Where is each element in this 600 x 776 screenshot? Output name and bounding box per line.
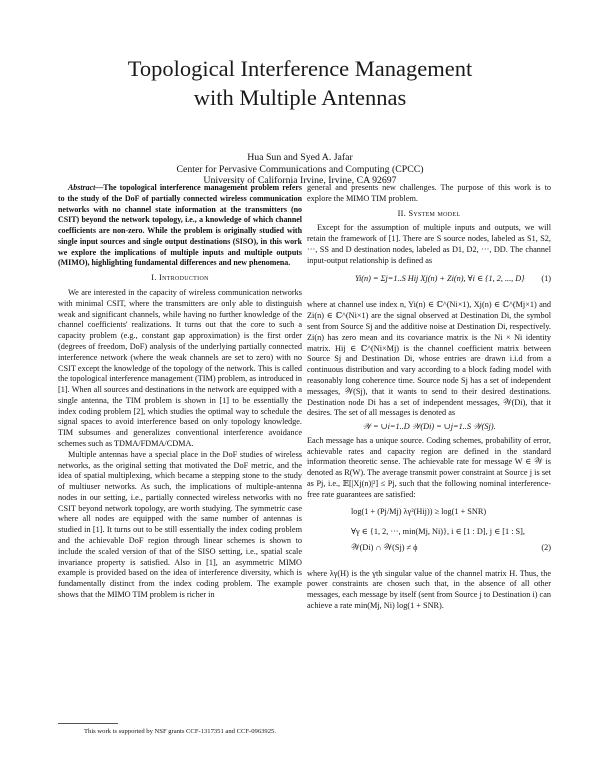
title-line-1: Topological Interference Management [127, 56, 473, 81]
equation-2-number: (2) [541, 542, 551, 552]
left-column [58, 183, 302, 601]
model-paragraph-2: where at channel use index n, Yi(n) ∈ ℂ^(Ni×1), Xj(n) ∈ ℂ^(Mj×1) and Zi(n) ∈ ℂ^(Ni×1) are the signal observed at Destination Di, the symbol sent from Source Sj and the additive noise at Destination Di, respectively. Zi(n) has zero mean and its covariance matrix is the Ni × Ni identity matrix. Hij ∈ ℂ^(Ni×Mj) is the channel coefficient matrix between Source Sj and Destination Di, whose entries are drawn i.i.d from a continuous distribution and vary according to a block fading model with reasonably long coherence time. Source node Sj has a set of independent messages, 𝒲(Sj), that it wants to send to their desired destinations. Destination node Di has a set of independent messages, 𝒲(Di), that it desires. The set of all messages is denoted as [307, 300, 551, 418]
intro-paragraph-1: We are interested in the capacity of wireless communication networks with minimal CSIT, where the transmitters are only able to distinguish weak and significant channels, while having no further knowledge of the channel coefficients' realizations. It turns out that the core to such a capacity problem (e.g., constant gap approximation) is the first order (degrees of freedom, DoF) analysis of the underlying partially connected interference network (where the weak channels are set to zero) with no CSIT except the knowledge of the topology of the network. This is called the topological interference management (TIM) problem, as introduced in [1]. When all sources and destinations in the network are equipped with a single antenna, the TIM problem is shown in [1] to be essentially the index coding problem [2], which studies the optimal way to schedule the signal spaces to avoid interference based on only topology knowledge. TIM subsumes and generalizes conventional interference avoidance schemes such as TDMA/FDMA/CDMA. [58, 288, 302, 448]
right-column [307, 183, 551, 612]
paper-title [0, 54, 600, 112]
right-continuation-paragraph: general and presents new challenges. The purpose of this work is to explore the MIMO TIM problem. [307, 183, 551, 203]
equation-2-line-3: 𝒲(Di) ∩ 𝒲(Sj) ≠ ϕ [351, 542, 418, 552]
section-heading-introduction: I. Introduction [151, 273, 209, 283]
message-set-equation: 𝒲 = ∪i=1..D 𝒲(Di) = ∪j=1..S 𝒲(Sj). [362, 422, 496, 432]
equation-2 [307, 505, 551, 565]
abstract-label: Abstract [68, 183, 96, 192]
equation-1-body: Yi(n) = Σj=1..S Hij Xj(n) + Zi(n), ∀i ∈ {1, 2, ..., D} [355, 274, 525, 284]
abstract [58, 183, 302, 269]
equation-1 [307, 270, 551, 296]
equation-2-line-2: ∀γ ∈ {1, 2, ···, min(Mj, Ni)}, i ∈ [1 : D], j ∈ [1 : S], [351, 526, 525, 536]
author-block [0, 152, 600, 187]
title-line-2: with Multiple Antennas [193, 85, 407, 110]
footnote-rule [58, 723, 118, 724]
footnote: This work is supported by NSF grants CCF-1317351 and CCF-0963925. [84, 728, 276, 735]
university: University of California Irvine, Irvine, CA 92697 [203, 175, 397, 186]
equation-2-line-1: log(1 + (Pj/Mj) λγ²(Hij)) ≥ log(1 + SNR) [351, 506, 487, 516]
affiliation: Center for Pervasive Communications and Computing (CPCC) [176, 163, 424, 175]
model-paragraph-3: Each message has a unique source. Coding schemes, probability of error, achievable rates and capacity region are defined in the standard information theoretic sense. The achievable rate for message W ∈ 𝒲 is denoted as R(W). The average transmit power constraint at Source j is set as Pj, i.e., 𝔼[|Xj(n)|²] ≤ Pj, such that the following nominal interference-free rate guarantees are satisfied: [307, 435, 551, 499]
model-paragraph-1: Except for the assumption of multiple inputs and outputs, we will retain the framework of [1]. There are S source nodes, labeled as S1, S2, ···, SS and D destination nodes, labeled as D1, D2, ···, DD. The channel input-output relationship is defined as [307, 223, 551, 265]
intro-paragraph-2: Multiple antennas have a special place in the DoF studies of wireless networks, as the original setting that motivated the DoF metric, and the idea of spatial multiplexing, which became a stepping stone to the study of multiuser networks. As such, the implications of multiple-antenna nodes in our setting, i.e., partially connected wireless networks with no CSIT beyond network topology, are worth studying. The symmetric case where all nodes are equipped with the same number of antennas is studied in [1]. It turns out to be still essentially the index coding problem and the achievable DoF region through linear schemes is shown to include the scaled version of that of the SISO setting, i.e., spatial scale invariance property is satisfied. Also in [1], an asymmetric MIMO example is provided based on the idea of interference diversity, which is fundamentally distinct from the index coding problem. The example shows that the MIMO TIM problem is richer in [58, 449, 302, 599]
section-heading-system-model: II. System model [397, 208, 461, 218]
author-names: Hua Sun and Syed A. Jafar [247, 152, 353, 163]
model-paragraph-4: where λγ(H) is the γth singular value of the channel matrix H. Thus, the power constraints are chosen such that, in the absence of all other messages, each message by itself (sent from Source j to Destination i) can achieve a rate min(Mj, Ni) log(1 + SNR). [307, 568, 551, 610]
abstract-text: —The topological interference management problem refers to the study of the DoF of partially connected wireless communication networks with no channel state information at the transmitters (no CSIT) beyond the network topology, i.e., a knowledge of which channel coefficients are non-zero. While the problem is originally studied with single input sources and single output destinations (SISO), in this work we explore the implications of multiple inputs and multiple outputs (MIMO), highlighting fundamental differences and new phenomena. [58, 183, 302, 268]
equation-1-number: (1) [541, 274, 551, 284]
